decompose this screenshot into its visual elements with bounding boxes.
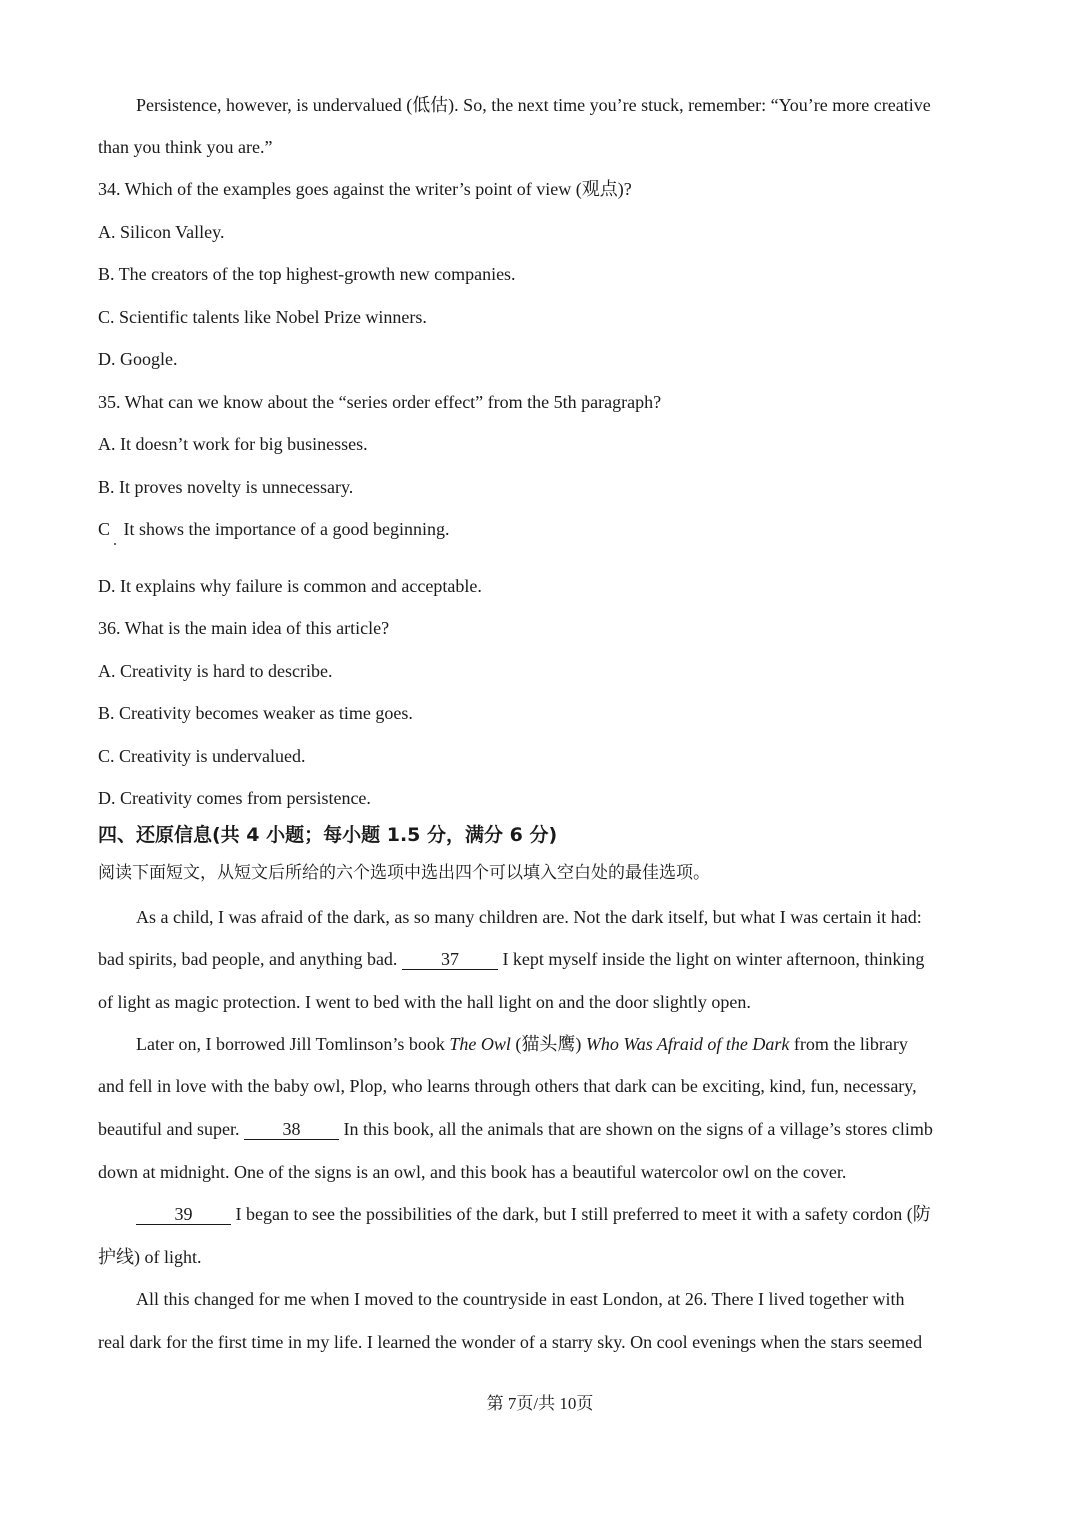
text-span: I kept myself inside the light on winter afternoon, thinking	[497, 949, 925, 969]
question-36-stem: 36. What is the main idea of this article?	[98, 618, 390, 638]
section-heading: 四、还原信息(共 4 小题；每小题 1.5 分，满分 6 分)	[98, 824, 558, 846]
q36-option-b: B. Creativity becomes weaker as time goes.	[98, 703, 413, 723]
paragraph-line	[136, 1032, 908, 1056]
blank-37: 37	[402, 949, 498, 970]
paragraph-line: 护线) of light.	[98, 1247, 202, 1267]
q34-option-b: B. The creators of the top highest-growth new companies.	[98, 264, 516, 284]
q36-option-d: D. Creativity comes from persistence.	[98, 788, 371, 808]
stray-dot	[114, 543, 116, 545]
text-span: In this book, all the animals that are shown on the signs of a village’s stores climb	[338, 1119, 933, 1139]
q35-option-d: D. It explains why failure is common and acceptable.	[98, 576, 482, 596]
q36-option-c: C. Creativity is undervalued.	[98, 746, 306, 766]
text-span: I began to see the possibilities of the dark, but I still preferred to meet it with a safety cordon (防	[231, 1204, 931, 1224]
q34-option-c: C. Scientific talents like Nobel Prize winners.	[98, 307, 427, 327]
book-title: The Owl	[449, 1034, 511, 1054]
q36-option-a: A. Creativity is hard to describe.	[98, 661, 333, 681]
passage-line: Persistence, however, is undervalued (低估). So, the next time you’re stuck, remember: “You’re more creative	[136, 95, 931, 115]
q35-option-a: A. It doesn’t work for big businesses.	[98, 434, 368, 454]
q35-option-b: B. It proves novelty is unnecessary.	[98, 477, 354, 497]
paragraph-line: real dark for the first time in my life. I learned the wonder of a starry sky. On cool evenings when the stars seemed	[98, 1332, 923, 1352]
q35-option-c: C It shows the importance of a good beginning.	[98, 519, 450, 539]
text-span: from the library	[789, 1034, 908, 1054]
book-title: Who Was Afraid of the Dark	[585, 1034, 790, 1054]
paragraph-line: down at midnight. One of the signs is an owl, and this book has a beautiful watercolor owl on the cover.	[98, 1162, 847, 1182]
text-span: Later on, I borrowed Jill Tomlinson’s book	[136, 1034, 450, 1054]
paragraph-line: of light as magic protection. I went to bed with the hall light on and the door slightly open.	[98, 992, 751, 1012]
paragraph-line	[136, 1202, 931, 1226]
blank-38: 38	[244, 1119, 339, 1140]
blank-39: 39	[136, 1204, 231, 1225]
passage-line: than you think you are.”	[98, 137, 273, 157]
q34-option-a: A. Silicon Valley.	[98, 222, 225, 242]
text-span: bad spirits, bad people, and anything bad.	[98, 949, 402, 969]
paragraph-line	[98, 1117, 933, 1141]
paragraph-line: As a child, I was afraid of the dark, as so many children are. Not the dark itself, but what I was certain it had:	[136, 907, 922, 927]
paragraph-line: All this changed for me when I moved to the countryside in east London, at 26. There I lived together with	[136, 1289, 905, 1309]
question-34-stem: 34. Which of the examples goes against the writer’s point of view (观点)?	[98, 179, 632, 199]
q34-option-d: D. Google.	[98, 349, 178, 369]
section-instruction: 阅读下面短文，从短文后所给的六个选项中选出四个可以填入空白处的最佳选项。	[98, 863, 710, 883]
question-35-stem: 35. What can we know about the “series order effect” from the 5th paragraph?	[98, 392, 662, 412]
text-span: beautiful and super.	[98, 1119, 244, 1139]
paragraph-line: and fell in love with the baby owl, Plop, who learns through others that dark can be exciting, kind, fun, necessary,	[98, 1076, 917, 1096]
paragraph-line	[98, 947, 924, 971]
page-number: 第 7页/共 10页	[486, 1394, 594, 1413]
text-span: (猫头鹰)	[510, 1034, 586, 1054]
